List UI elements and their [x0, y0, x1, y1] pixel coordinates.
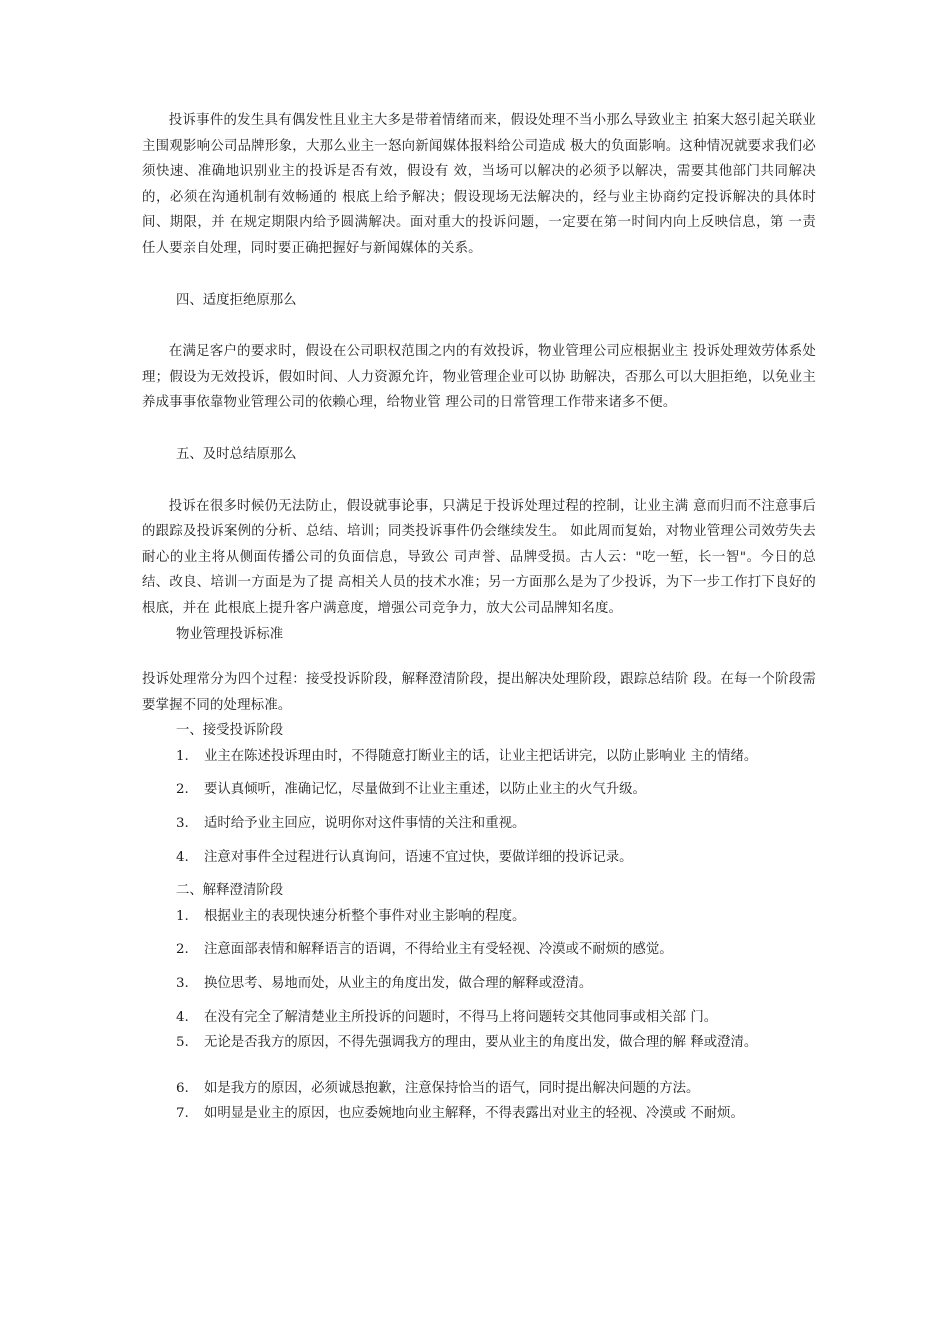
list-item-text: 适时给予业主回应，说明你对这件事情的关注和重视。 — [204, 816, 526, 832]
list-item — [142, 744, 816, 770]
list-item-number: 2. — [176, 942, 189, 958]
list-item-number: 4. — [176, 849, 189, 865]
list-item-text: 注意面部表情和解释语言的语调，不得给业主有受轻视、冷漠或不耐烦的感觉。 — [204, 942, 673, 958]
heading-accept-stage: 一、接受投诉阶段 — [176, 723, 284, 739]
list-item-number: 3. — [176, 976, 189, 992]
list-item-text: 无论是否我方的原因，不得先强调我方的理由，要从业主的角度出发，做合理的解 释或澄清。 — [204, 1035, 758, 1051]
list-item-text: 业主在陈述投诉理由时，不得随意打断业主的话，让业主把话讲完，以防止影响业 主的情绪。 — [204, 748, 758, 764]
document-page — [142, 108, 816, 1127]
list-item — [142, 904, 816, 930]
list-item-number: 2. — [176, 782, 189, 798]
paragraph-summary: 投诉在很多时候仍无法防止，假设就事论事，只满足于投诉处理过程的控制，让业主满 意而归而不注意事后的跟踪及投诉案例的分析、总结、培训；同类投诉事件仍会继续发生。 如此周而复始，对物业管理公司效劳失去耐心的业主将从侧面传播公司的负面信息，导致公 司声誉、品牌受损。古人云："吃一堑，长一智"。今日的总结、改良、培训一方面是为了提 高相关人员的技术水准；另一方面那么是为了少投诉，为下一步工作打下良好的根底，并在 此根底上提升客户满意度，增强公司竞争力，放大公司品牌知名度。 — [142, 498, 816, 616]
list-item-text: 注意对事件全过程进行认真询问，语速不宜过快，要做详细的投诉记录。 — [204, 849, 633, 865]
paragraph-complaint-handling: 投诉事件的发生具有偶发性且业主大多是带着情绪而来，假设处理不当小那么导致业主 拍案大怒引起关联业主围观影响公司品牌形象，大那么业主一怒向新闻媒体报料给公司造成 极大的负面影响。这种情况就要求我们必须快速、准确地识别业主的投诉是否有效，假设有 效，当场可以解决的必须予以解决，需要其他部门共同解决的，必须在沟通机制有效畅通的 根底上给予解决；假设现场无法解决的，经与业主协商约定投诉解决的具体时间、期限，并 在规定期限内给予圆满解决。面对重大的投诉问题，一定要在第一时间内向上反映信息，第 一责任人要亲自处理，同时要正确把握好与新闻媒体的关系。 — [142, 113, 816, 256]
section-title-standards: 物业管理投诉标准 — [176, 626, 284, 642]
list-item-text: 如明显是业主的原因，也应委婉地向业主解释，不得表露出对业主的轻视、冷漠或 不耐烦。 — [204, 1106, 744, 1122]
list-item-text: 根据业主的表现快速分析整个事件对业主影响的程度。 — [204, 908, 526, 924]
list-item — [142, 845, 816, 871]
paragraph-process-overview: 投诉处理常分为四个过程：接受投诉阶段，解释澄清阶段，提出解决处理阶段，跟踪总结阶 段。在每一个阶段需要掌握不同的处理标准。 — [142, 672, 816, 713]
list-item — [142, 811, 816, 837]
list-item — [142, 1076, 816, 1102]
list-item-text: 如是我方的原因，必须诚恳抱歉，注意保持恰当的语气，同时提出解决问题的方法。 — [204, 1080, 700, 1096]
list-item-number: 4. — [176, 1009, 189, 1025]
list-item-text: 要认真倾听，准确记忆，尽量做到不让业主重述，以防止业主的火气升级。 — [204, 782, 646, 798]
list-item — [142, 1030, 816, 1056]
list-item-number: 6. — [176, 1080, 189, 1096]
list-item-number: 1. — [176, 908, 189, 924]
list-item — [142, 777, 816, 803]
list-item — [142, 1101, 816, 1127]
list-item — [142, 1005, 816, 1031]
list-item-number: 3. — [176, 816, 189, 832]
list-item — [142, 937, 816, 963]
heading-refusal-principle: 四、适度拒绝原那么 — [176, 292, 297, 308]
list-item-text: 换位思考、易地而处，从业主的角度出发，做合理的解释或澄清。 — [204, 976, 593, 992]
list-item-number: 5. — [176, 1035, 189, 1051]
paragraph-refusal: 在满足客户的要求时，假设在公司职权范围之内的有效投诉，物业管理公司应根据业主 投诉处理效劳体系处理；假设为无效投诉，假如时间、人力资源允许，物业管理企业可以协 助解决，否那么可以大胆拒绝，以免业主养成事事依靠物业管理公司的依赖心理，给物业管 理公司的日常管理工作带来诸多不便。 — [142, 344, 816, 411]
list-item — [142, 971, 816, 997]
list-item-number: 1. — [176, 748, 189, 764]
heading-summary-principle: 五、及时总结原那么 — [176, 446, 297, 462]
heading-explain-stage: 二、解释澄清阶段 — [176, 883, 284, 899]
list-item-number: 7. — [176, 1106, 189, 1122]
list-item-text: 在没有完全了解清楚业主所投诉的问题时，不得马上将问题转交其他同事或相关部 门。 — [204, 1009, 718, 1025]
